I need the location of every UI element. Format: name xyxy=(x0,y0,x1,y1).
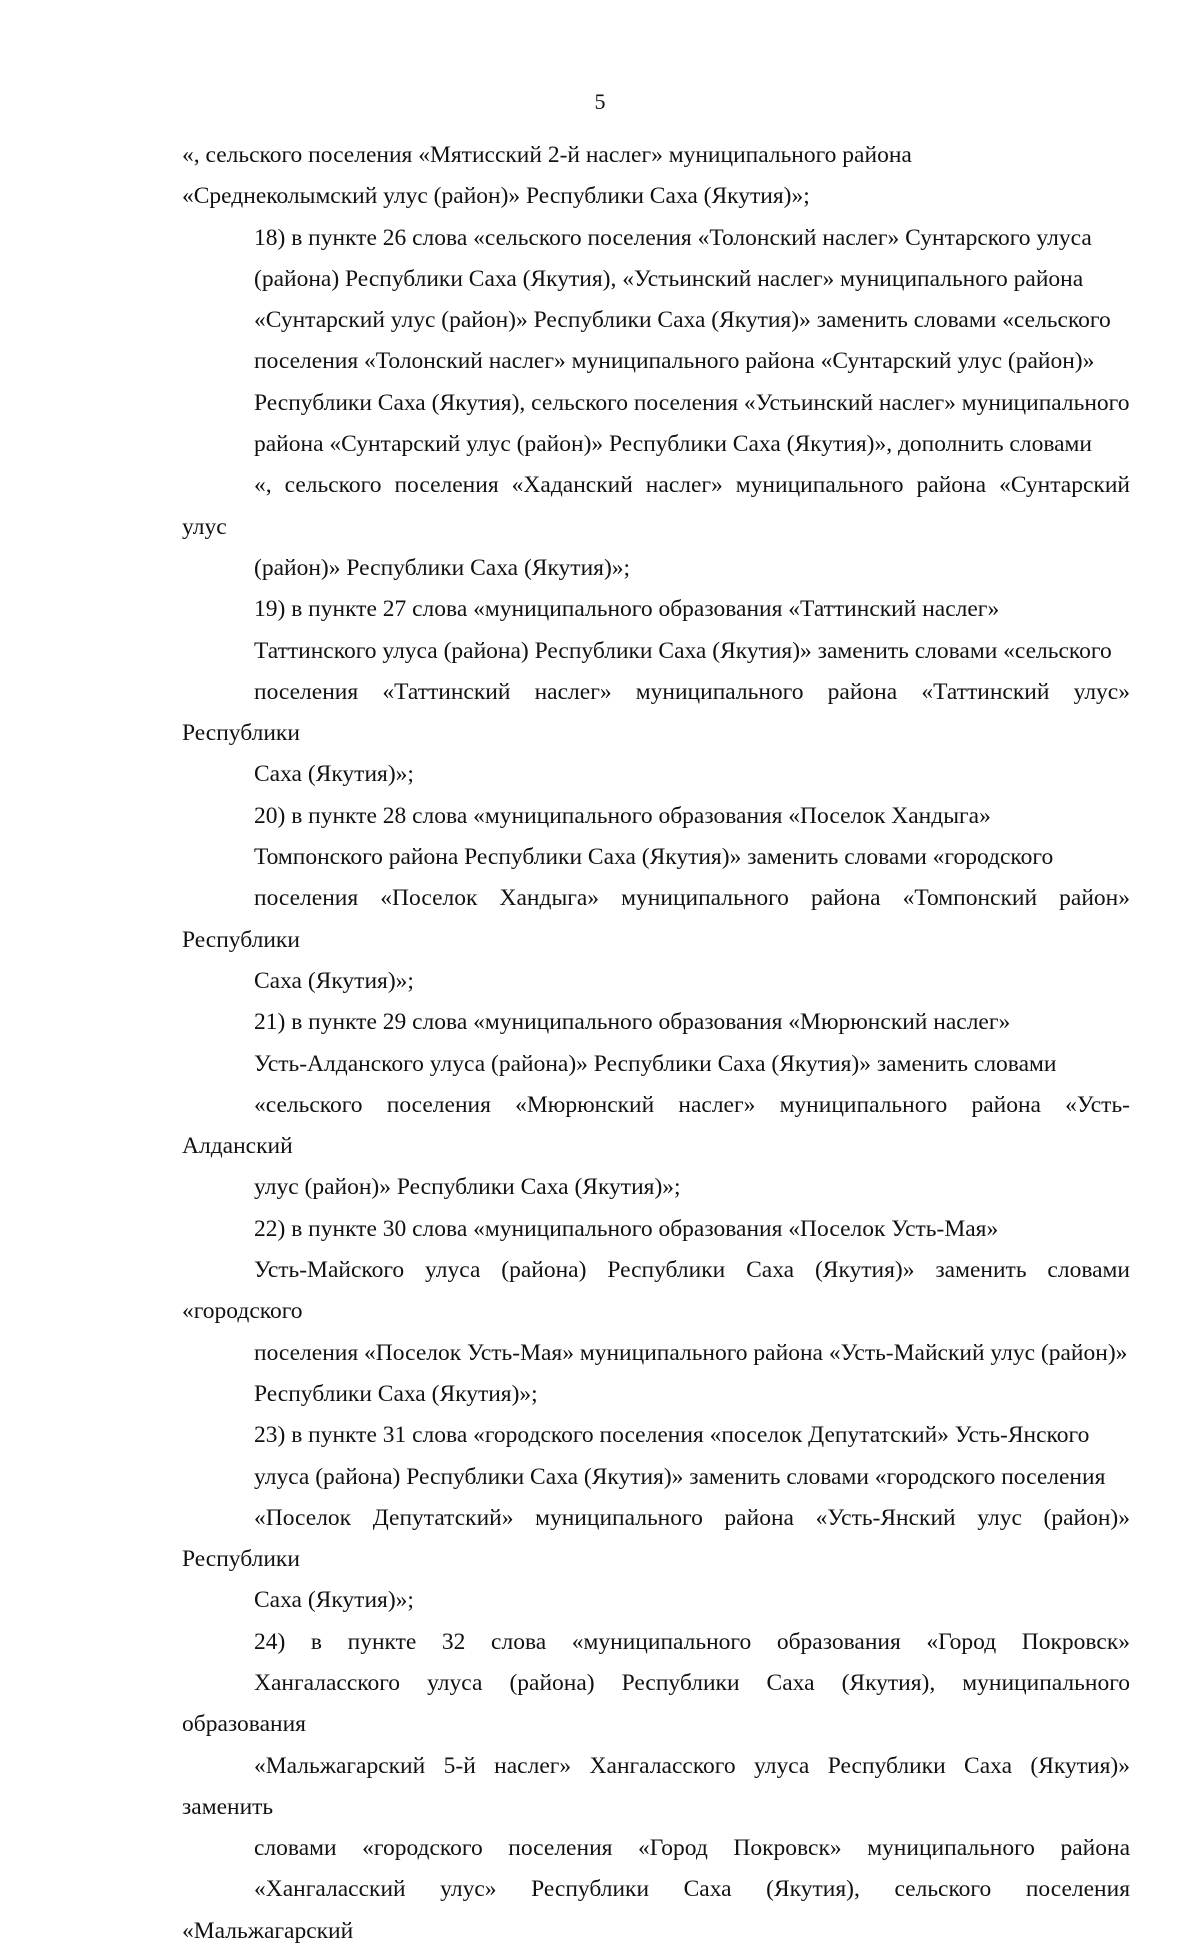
text-line: Таттинского улуса (района) Республики Саха (Якутия)» заменить словами «сельского xyxy=(254,637,1112,664)
paragraph-item-19 xyxy=(182,589,1130,795)
text-line: Саха (Якутия)»; xyxy=(254,1587,414,1614)
text-line: Саха (Якутия)»; xyxy=(254,761,414,788)
document-body xyxy=(182,135,1130,1952)
text-line: 18) в пункте 26 слова «сельского поселения «Толонский наслег» Сунтарского улуса xyxy=(254,224,1092,251)
text-line: района «Сунтарский улус (район)» Республики Саха (Якутия)», дополнить словами xyxy=(254,431,1092,458)
text-line: 22) в пункте 30 слова «муниципального образования «Поселок Усть-Мая» xyxy=(254,1215,999,1242)
paragraph-item-22 xyxy=(182,1209,1130,1415)
text-line: 20) в пункте 28 слова «муниципального образования «Поселок Хандыга» xyxy=(254,802,991,829)
text-line: «Хангаласский улус» Республики Саха (Якутия), сельского поселения «Мальжагарский xyxy=(182,1876,1130,1944)
text-line: «, сельского поселения «Мятисский 2-й наслег» муниципального района xyxy=(182,142,912,168)
text-line: «Поселок Депутатский» муниципального района «Усть-Янский улус (район)» Республики xyxy=(182,1504,1130,1573)
text-line: Томпонского района Республики Саха (Якутия)» заменить словами «городского xyxy=(254,844,1054,871)
text-line: 19) в пункте 27 слова «муниципального образования «Таттинский наслег» xyxy=(254,596,1000,623)
paragraph-item-20 xyxy=(182,796,1130,1002)
paragraph-item-21 xyxy=(182,1002,1130,1208)
text-line: словами «городского поселения «Город Покровск» муниципального района xyxy=(254,1835,1130,1862)
text-line: «, сельского поселения «Хаданский наслег» муниципального района «Сунтарский улус xyxy=(182,472,1130,540)
text-line: Саха (Якутия)»; xyxy=(254,967,414,994)
paragraph-item-23 xyxy=(182,1415,1130,1621)
text-line: улуса (района) Республики Саха (Якутия)» заменить словами «городского поселения xyxy=(254,1463,1106,1490)
text-line: (района) Республики Саха (Якутия), «Устьинский наслег» муниципального района xyxy=(254,265,1084,292)
page-number: 5 xyxy=(594,89,606,114)
paragraph-item-18 xyxy=(182,218,1130,590)
text-line: поселения «Поселок Хандыга» муниципального района «Томпонский район» Республики xyxy=(182,885,1130,953)
paragraph-item-24 xyxy=(182,1622,1130,1952)
text-line: 21) в пункте 29 слова «муниципального образования «Мюрюнский наслег» xyxy=(254,1009,1011,1036)
paragraph-continuation xyxy=(182,135,1130,218)
text-line: Усть-Майского улуса (района) Республики Саха (Якутия)» заменить словами «городского xyxy=(182,1257,1130,1325)
text-line: «Сунтарский улус (район)» Республики Саха (Якутия)» заменить словами «сельского xyxy=(254,307,1111,334)
text-line: 23) в пункте 31 слова «городского поселения «поселок Депутатский» Усть-Янского xyxy=(254,1422,1090,1449)
text-line: «Среднеколымский улус (район)» Республики Саха (Якутия)»; xyxy=(182,183,810,210)
text-line: 24) в пункте 32 слова «муниципального образования «Город Покровск» xyxy=(254,1628,1130,1655)
text-line: поселения «Поселок Усть-Мая» муниципального района «Усть-Майский улус (район)» xyxy=(254,1339,1128,1366)
text-line: Республики Саха (Якутия), сельского поселения «Устьинский наслег» муниципального xyxy=(254,389,1130,416)
text-line: Хангаласского улуса (района) Республики Саха (Якутия), муниципального образования xyxy=(182,1669,1130,1738)
text-line: (район)» Республики Саха (Якутия)»; xyxy=(254,554,631,581)
text-line: поселения «Таттинский наслег» муниципального района «Таттинский улус» Республики xyxy=(182,678,1130,747)
text-line: улус (район)» Республики Саха (Якутия)»; xyxy=(254,1174,681,1201)
text-line: «сельского поселения «Мюрюнский наслег» муниципального района «Усть-Алданский xyxy=(182,1091,1130,1160)
text-line: «Мальжагарский 5-й наслег» Хангаласского улуса Республики Саха (Якутия)» заменить xyxy=(182,1752,1130,1820)
text-line: Республики Саха (Якутия)»; xyxy=(254,1380,538,1407)
text-line: поселения «Толонский наслег» муниципального района «Сунтарский улус (район)» xyxy=(254,348,1095,375)
text-line: Усть-Алданского улуса (района)» Республики Саха (Якутия)» заменить словами xyxy=(254,1050,1057,1077)
